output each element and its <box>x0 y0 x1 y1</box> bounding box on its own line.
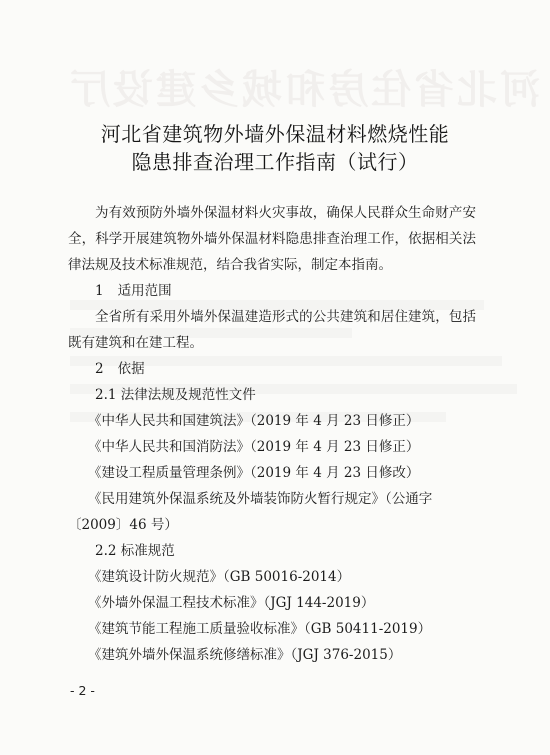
section-2-number: 2 <box>95 361 104 377</box>
section-1-heading <box>68 278 476 304</box>
law-item: 《中华人民共和国消防法》（2019 年 4 月 23 日修正） <box>88 439 420 455</box>
standard-item: 《建筑外墙外保温系统修缮标准》（JGJ 376-2015） <box>88 647 402 663</box>
subsection-2-1-heading: 2.1 法律法规及规范性文件 <box>95 387 256 403</box>
subsection-2-2-heading: 2.2 标准规范 <box>95 543 175 559</box>
standard-item: 《建筑设计防火规范》（GB 50016-2014） <box>88 569 351 585</box>
section-1-body: 全省所有采用外墙外保温建造形式的公共建筑和居住建筑，包括既有建筑和在建工程。 <box>68 309 476 351</box>
document-title <box>0 120 550 176</box>
section-2-heading <box>68 356 476 382</box>
document-body <box>68 200 476 668</box>
title-line-1: 河北省建筑物外墙外保温材料燃烧性能 <box>100 122 450 146</box>
law-item-long-line-1: 《民用建筑外保温系统及外墙装饰防火暂行规定》（公通字 <box>88 491 433 507</box>
title-line-2: 隐患排查治理工作指南（试行） <box>131 150 419 174</box>
section-2-title: 依据 <box>117 361 145 377</box>
law-item: 《建设工程质量管理条例》（2019 年 4 月 23 日修改） <box>88 465 420 481</box>
section-1-title: 适用范围 <box>117 283 172 299</box>
law-item-long-line-2: 〔2009〕46 号） <box>68 517 178 533</box>
bleed-through-letterhead: 河北省住房和城乡建设厅 <box>67 66 540 113</box>
page-number: - 2 - <box>70 683 95 698</box>
section-1-number: 1 <box>95 283 104 299</box>
law-item: 《中华人民共和国建筑法》（2019 年 4 月 23 日修正） <box>88 413 420 429</box>
standard-item: 《外墙外保温工程技术标准》（JGJ 144-2019） <box>88 595 375 611</box>
standard-item: 《建筑节能工程施工质量验收标准》（GB 50411-2019） <box>88 621 432 637</box>
intro-paragraph: 为有效预防外墙外保温材料火灾事故，确保人民群众生命财产安全，科学开展建筑物外墙外保温材料隐患排查治理工作，依据相关法律法规及技术标准规范，结合我省实际，制定本指南。 <box>68 205 476 273</box>
